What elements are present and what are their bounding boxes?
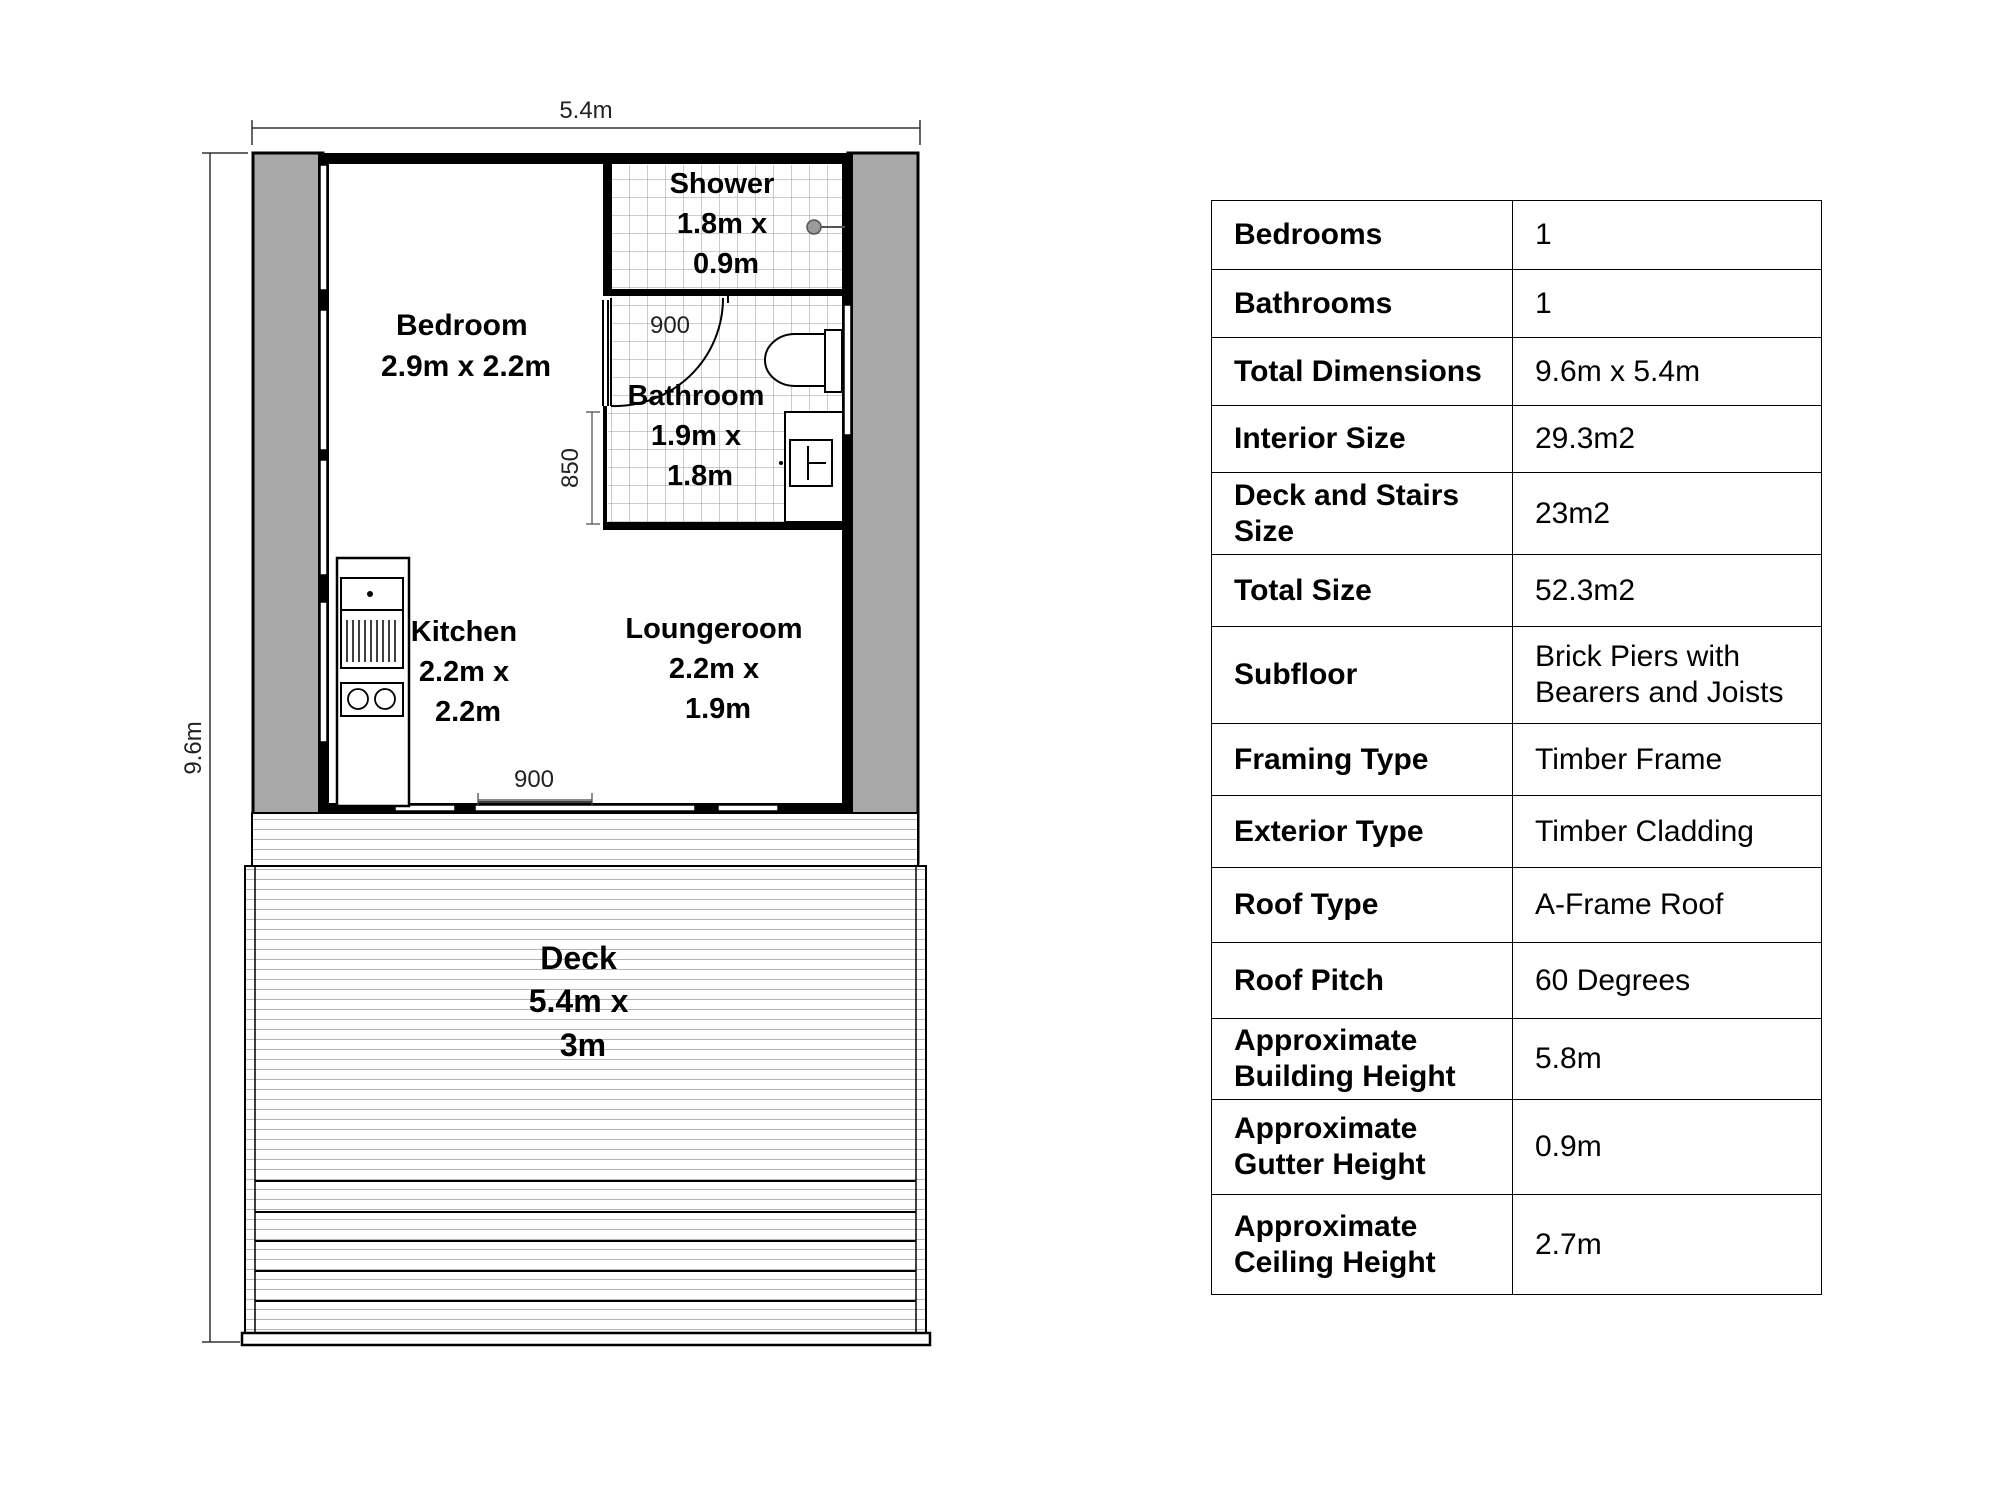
height-dimension-label: 9.6m [180,721,207,775]
spec-key: Bathrooms [1212,270,1513,338]
spec-row-bathrooms [1212,270,1822,338]
spec-row-exterior-type [1212,796,1822,868]
spec-value: 52.3m2 [1513,555,1822,627]
width-dimension [252,97,920,145]
bathroom-window [844,305,851,435]
front-door-width-label: 900 [513,766,555,793]
spec-value: 23m2 [1513,473,1822,555]
spec-value: 1 [1513,201,1822,270]
spec-value: 29.3m2 [1513,406,1822,473]
kitchen-size-2: 2.2m [434,696,502,728]
loungeroom-size-1: 2.2m x [668,653,760,685]
shower-name: Shower [669,168,775,200]
width-dimension-label: 5.4m [559,97,613,124]
spec-value: 2.7m [1513,1195,1822,1295]
loungeroom-size-2: 1.9m [684,693,752,725]
spec-key: Exterior Type [1212,796,1513,868]
spec-value: Timber Frame [1513,724,1822,796]
bedroom-size: 2.9m x 2.2m [380,350,552,383]
spec-value: Brick Piers with Bearers and Joists [1513,627,1822,724]
spec-table [1211,200,1822,1295]
spec-value: 5.8m [1513,1019,1822,1100]
cooktop-icon [341,683,403,716]
spec-value: A-Frame Roof [1513,868,1822,943]
sink-icon [341,578,403,668]
bedroom-name: Bedroom [395,309,528,342]
left-eave [253,153,323,863]
shower-left-wall [603,158,612,296]
top-wall [318,153,853,164]
spec-row-roof-pitch [1212,943,1822,1019]
spec-row-interior-size [1212,406,1822,473]
bathroom-name: Bathroom [627,380,765,412]
bathroom-bottom-wall [603,522,848,530]
spec-key: Bedrooms [1212,201,1513,270]
spec-row-subfloor [1212,627,1822,724]
spec-key: Roof Pitch [1212,943,1513,1019]
spec-row-gutter-height [1212,1100,1822,1195]
spec-key: Total Dimensions [1212,338,1513,406]
bathroom-left-wall-lower [603,406,607,526]
spec-row-bedrooms [1212,201,1822,270]
bathroom-size-1: 1.9m x [650,420,742,452]
spec-value: 1 [1513,270,1822,338]
spec-row-framing-type [1212,724,1822,796]
loungeroom-name: Loungeroom [625,613,803,645]
bathroom-door-width-label: 900 [649,312,691,339]
spec-key: Roof Type [1212,868,1513,943]
height-dimension [180,153,248,1342]
deck [242,813,930,1345]
deck-name: Deck [540,940,617,976]
spec-key: Total Size [1212,555,1513,627]
deck-size-2: 3m [559,1027,607,1063]
spec-value: 60 Degrees [1513,943,1822,1019]
spec-row-total-size [1212,555,1822,627]
spec-row-roof-type [1212,868,1822,943]
spec-key: Interior Size [1212,406,1513,473]
shower-size-1: 1.8m x [676,208,768,240]
spec-key: Approximate Building Height [1212,1019,1513,1100]
basin-icon [779,412,843,522]
deck-size-1: 5.4m x [528,983,629,1019]
shower-size-2: 0.9m [692,248,760,280]
spec-row-deck-stairs-size [1212,473,1822,555]
spec-row-building-height [1212,1019,1822,1100]
spec-key: Approximate Ceiling Height [1212,1195,1513,1295]
bathroom-size-2: 1.8m [666,460,734,492]
kitchen-size-1: 2.2m x [418,656,510,688]
spec-value: Timber Cladding [1513,796,1822,868]
spec-key: Subfloor [1212,627,1513,724]
spec-row-total-dimensions [1212,338,1822,406]
spec-value: 9.6m x 5.4m [1513,338,1822,406]
spec-key: Deck and Stairs Size [1212,473,1513,555]
spec-value: 0.9m [1513,1100,1822,1195]
spec-row-ceiling-height [1212,1195,1822,1295]
kitchen-bench [337,558,409,806]
spec-key: Approximate Gutter Height [1212,1100,1513,1195]
spec-key: Framing Type [1212,724,1513,796]
shower-bathroom-wall [603,289,848,296]
right-eave [848,153,918,863]
bathroom-opening-label: 850 [557,447,584,489]
kitchen-name: Kitchen [410,616,518,648]
front-openings [395,805,778,811]
